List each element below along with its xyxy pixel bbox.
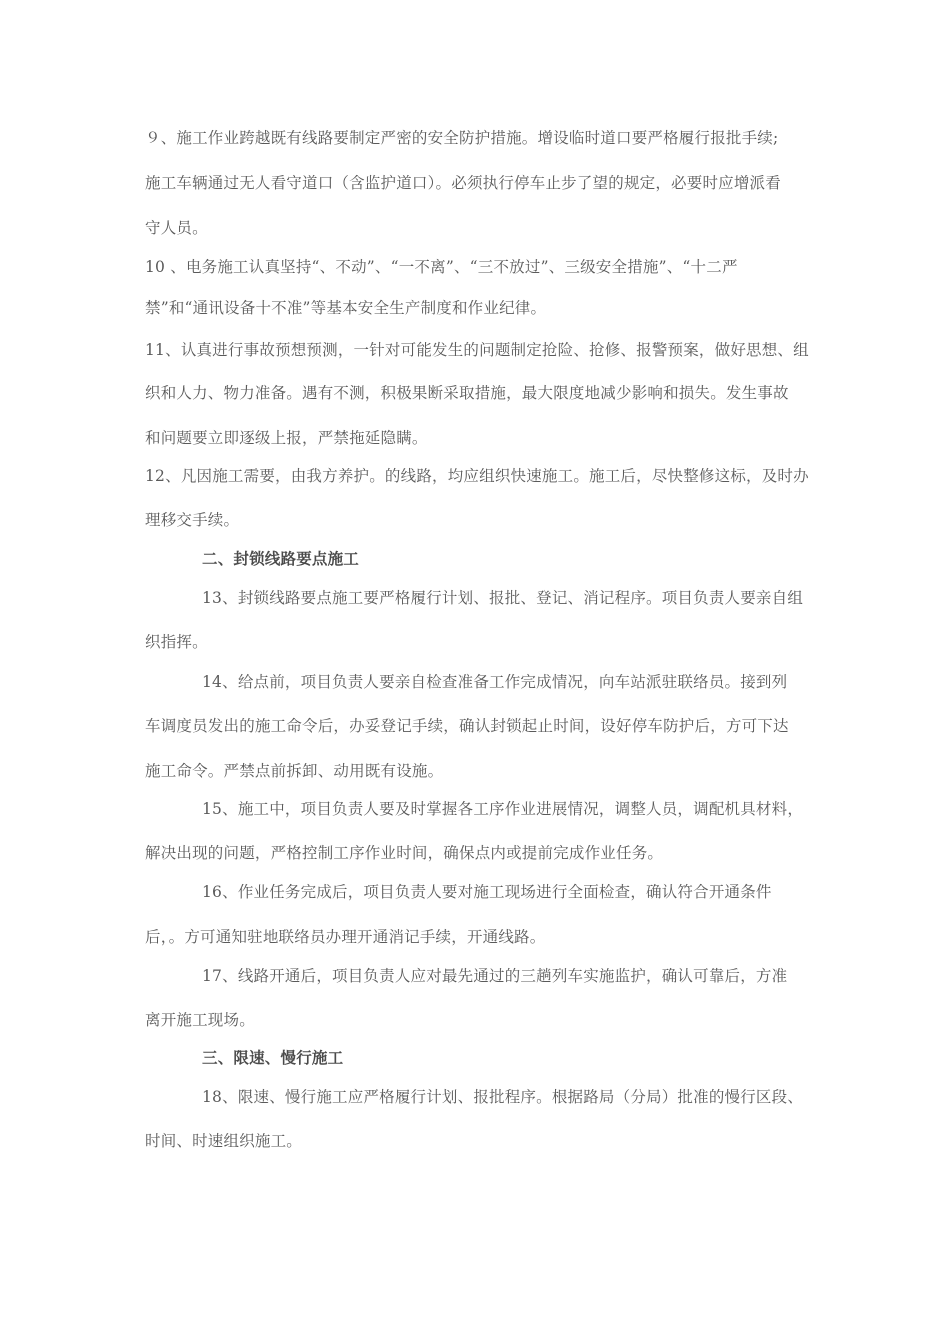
paragraph-18-line-2: 时间、时速组织施工。 [145,1132,303,1150]
paragraph-15-line-1: 15、施工中，项目负责人要及时掌握各工序作业进展情况，调整人员，调配机具材料， [202,800,804,818]
paragraph-14-line-1: 14、给点前，项目负责人要亲自检查准备工作完成情况，向车站派驻联络员。接到列 [202,673,788,691]
paragraph-18-line-1: 18、限速、慢行施工应严格履行计划、报批程序。根据路局（分局）批准的慢行区段、 [202,1088,804,1106]
section-heading-3: 三、限速、慢行施工 [202,1049,344,1067]
paragraph-12-line-2: 理移交手续。 [145,511,240,529]
paragraph-12-line-1: 12、凡因施工需要，由我方养护。的线路，均应组织快速施工。施工后，尽快整修这标，及时办 [145,467,809,485]
paragraph-11-line-2: 织和人力、物力准备。遇有不测，积极果断采取措施，最大限度地减少影响和损失。发生事故 [145,384,789,402]
paragraph-9-line-2: 施工车辆通过无人看守道口（含监护道口）。必须执行停车止步了望的规定，必要时应增派看 [145,174,781,192]
paragraph-15-line-2: 解决出现的问题，严格控制工序作业时间，确保点内或提前完成作业任务。 [145,844,664,862]
paragraph-9-line-1: ９、施工作业跨越既有线路要制定严密的安全防护措施。增设临时道口要严格履行报批手续; [145,129,779,147]
paragraph-16-line-1: 16、作业任务完成后，项目负责人要对施工现场进行全面检查，确认符合开通条件 [202,883,772,901]
paragraph-11-line-1: 11、认真进行事故预想预测，一针对可能发生的问题制定抢险、抢修、报警预案，做好思想、组 [145,341,809,359]
paragraph-11-line-3: 和问题要立即逐级上报，严禁拖延隐瞒。 [145,429,428,447]
paragraph-17-line-2: 离开施工现场。 [145,1011,255,1029]
paragraph-16-line-2: 后，。方可通知驻地联络员办理开通消记手续，开通线路。 [145,928,546,946]
paragraph-10-line-2: 禁”和“通讯设备十不准”等基本安全生产制度和作业纪律。 [145,299,547,317]
paragraph-13-line-2: 织指挥。 [145,633,208,651]
paragraph-13-line-1: 13、封锁线路要点施工要严格履行计划、报批、登记、消记程序。项目负责人要亲自组 [202,589,804,607]
section-heading-2: 二、封锁线路要点施工 [202,550,360,568]
paragraph-14-line-3: 施工命令。严禁点前拆卸、动用既有设施。 [145,762,444,780]
paragraph-10-line-1: 10 、电务施工认真坚持“、不动”、“一不离”、“三不放过”、三级安全措施”、“十二严 [145,258,738,276]
paragraph-14-line-2: 车调度员发出的施工命令后，办妥登记手续，确认封锁起止时间，设好停车防护后，方可下达 [145,717,789,735]
paragraph-17-line-1: 17、线路开通后，项目负责人应对最先通过的三趟列车实施监护，确认可靠后，方准 [202,967,788,985]
paragraph-9-line-3: 守人员。 [145,219,208,237]
